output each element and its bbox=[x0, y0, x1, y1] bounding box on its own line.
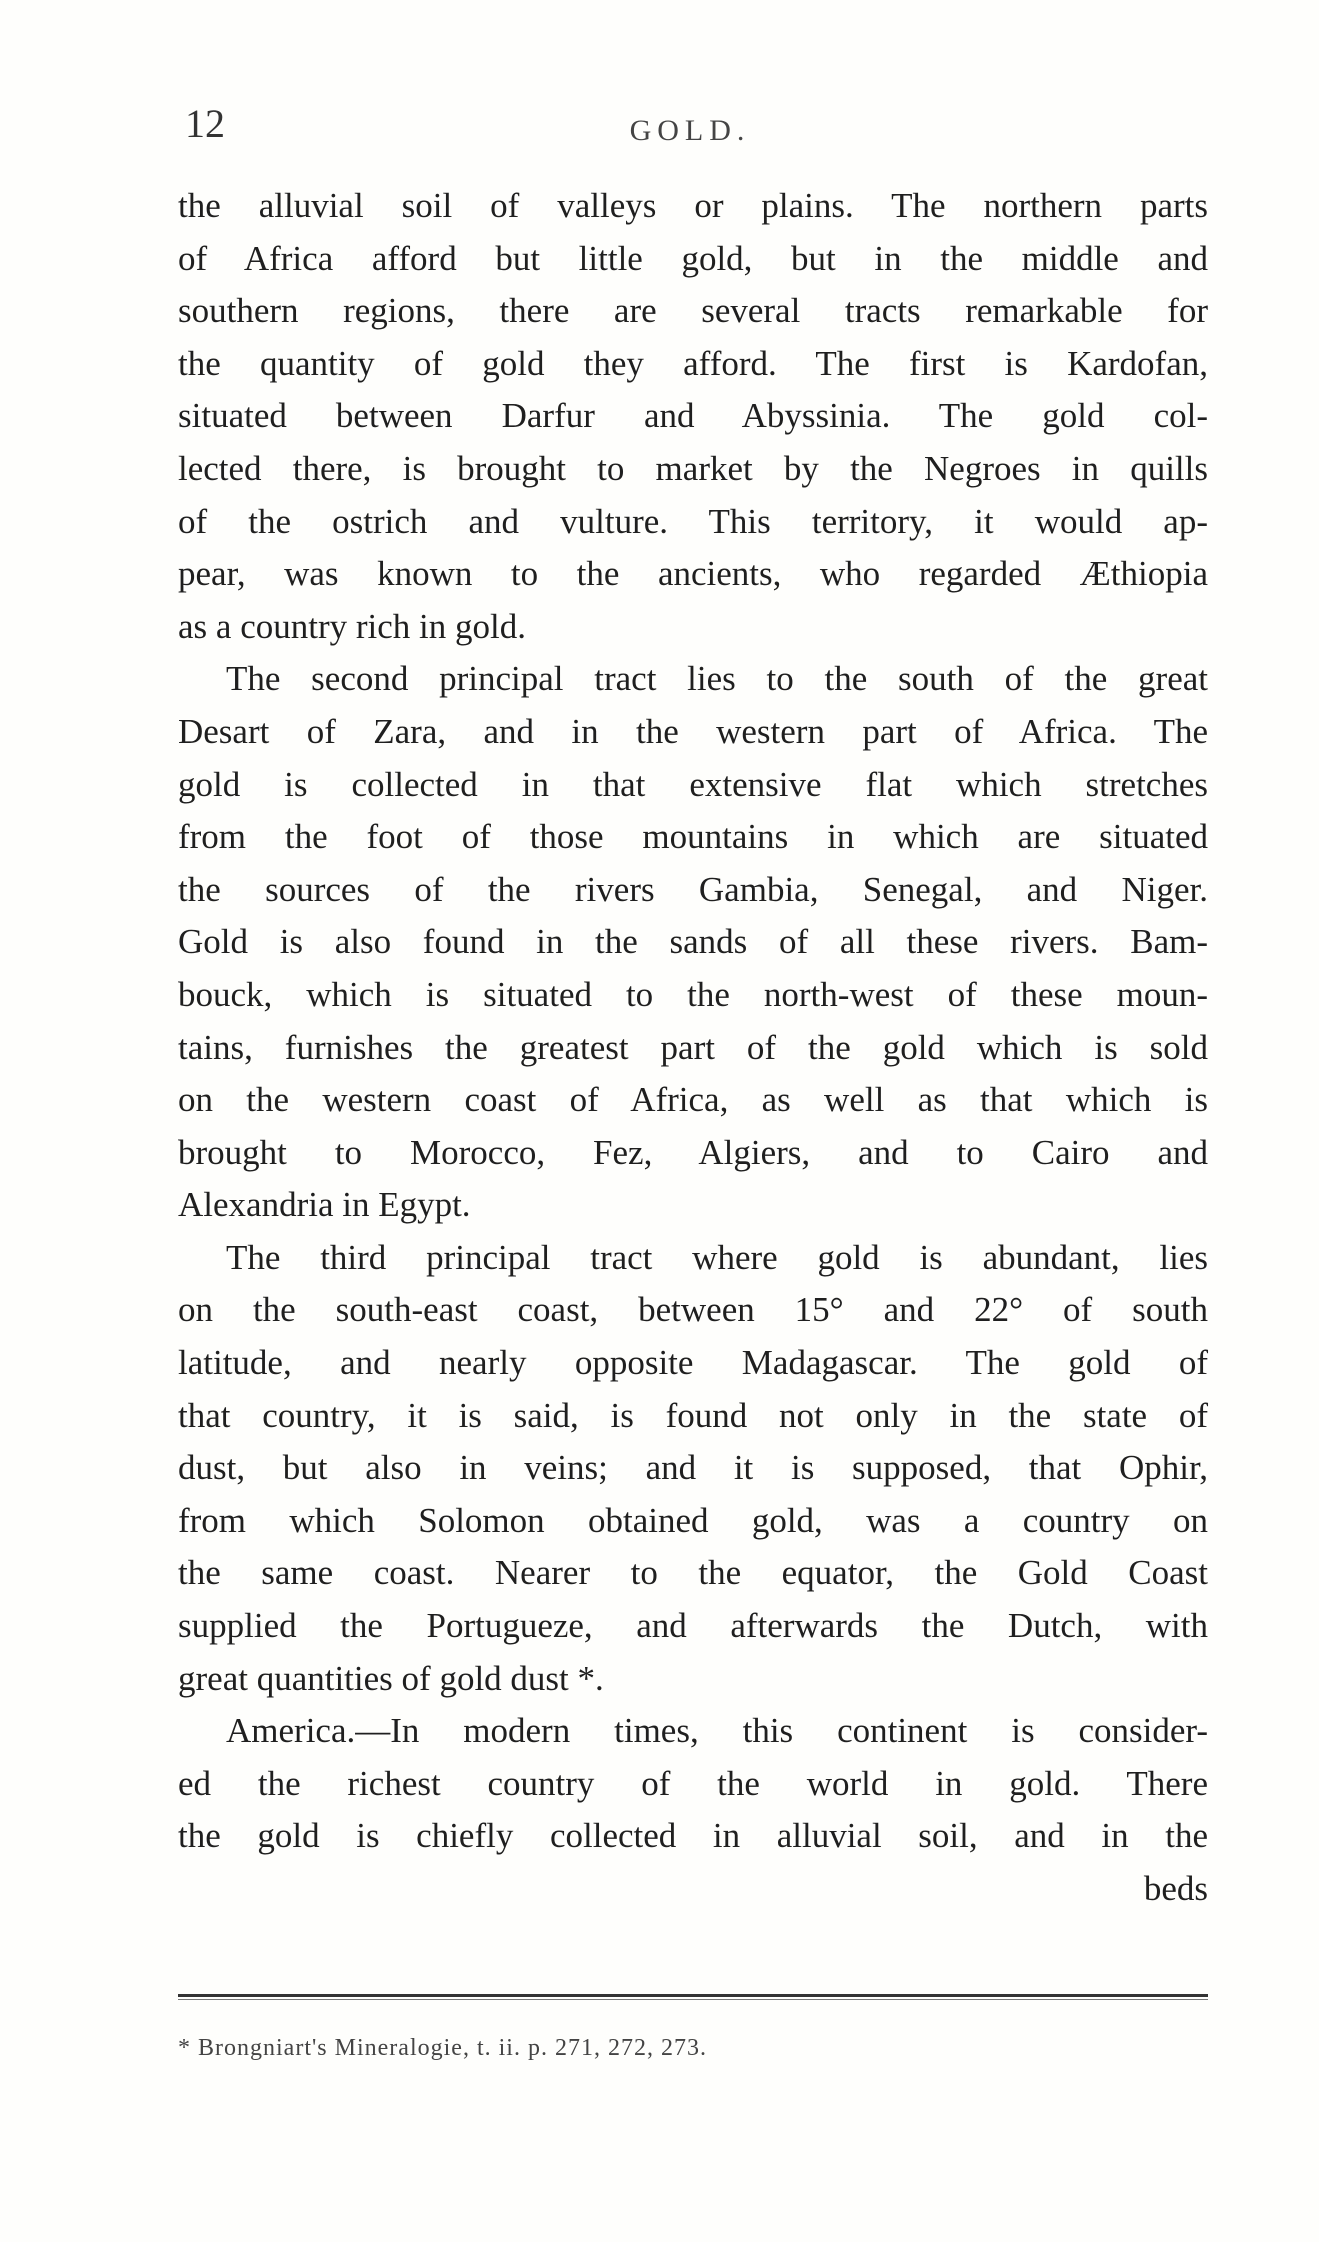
text-line: great quantities of gold dust *. bbox=[178, 1658, 604, 1698]
text-line: brought to Morocco, Fez, Algiers, and to Cairo and bbox=[178, 1132, 1208, 1172]
catchword: beds bbox=[1143, 1869, 1208, 1908]
text-line: The second principal tract lies to the south of the great bbox=[226, 659, 1208, 699]
text-line: that country, it is said, is found not only in the state of bbox=[178, 1395, 1208, 1435]
text-line: of Africa afford but little gold, but in the middle and bbox=[178, 238, 1208, 278]
text-line: America.—In modern times, this continent is consider- bbox=[226, 1711, 1208, 1751]
text-line: on the south-east coast, between 15° and 22° of south bbox=[178, 1290, 1208, 1330]
text-line: Alexandria in Egypt. bbox=[178, 1185, 471, 1225]
text-line: from the foot of those mountains in which are situated bbox=[178, 817, 1208, 857]
footnote-rule-thin bbox=[178, 1999, 1208, 2000]
text-line: situated between Darfur and Abyssinia. The gold col- bbox=[178, 396, 1208, 436]
page-number: 12 bbox=[185, 101, 225, 146]
text-line: southern regions, there are several tracts remarkable for bbox=[178, 291, 1208, 331]
text-line: latitude, and nearly opposite Madagascar. The gold of bbox=[178, 1343, 1208, 1383]
text-line: the sources of the rivers Gambia, Senegal, and Niger. bbox=[178, 869, 1208, 909]
text-line: of the ostrich and vulture. This territory, it would ap- bbox=[178, 501, 1208, 541]
text-line: ed the richest country of the world in gold. There bbox=[178, 1763, 1208, 1803]
text-line: bouck, which is situated to the north-west of these moun- bbox=[178, 974, 1208, 1014]
footnote: * Brongniart's Mineralogie, t. ii. p. 271, 272, 273. bbox=[178, 2035, 707, 2061]
text-line: the gold is chiefly collected in alluvial soil, and in the bbox=[178, 1816, 1208, 1856]
text-line: Gold is also found in the sands of all these rivers. Bam- bbox=[178, 922, 1208, 962]
footnote-rule bbox=[178, 1994, 1208, 1997]
text-line: gold is collected in that extensive flat which stretches bbox=[178, 764, 1208, 804]
text-line: the same coast. Nearer to the equator, the Gold Coast bbox=[178, 1553, 1208, 1593]
text-line: from which Solomon obtained gold, was a country on bbox=[178, 1500, 1208, 1540]
text-line: tains, furnishes the greatest part of the gold which is sold bbox=[178, 1027, 1208, 1067]
text-line: supplied the Portugueze, and afterwards the Dutch, with bbox=[178, 1606, 1208, 1646]
running-title: GOLD. bbox=[629, 114, 751, 147]
text-line: lected there, is brought to market by the Negroes in quills bbox=[178, 448, 1208, 488]
running-head bbox=[175, 100, 1205, 160]
text-line: pear, was known to the ancients, who regarded Æthiopia bbox=[178, 554, 1208, 594]
text-line: Desart of Zara, and in the western part of Africa. The bbox=[178, 711, 1208, 751]
text-line: the alluvial soil of valleys or plains. The northern parts bbox=[178, 186, 1208, 225]
body-text bbox=[178, 180, 1208, 1916]
text-line: the quantity of gold they afford. The first is Kardofan, bbox=[178, 343, 1208, 383]
text-line: The third principal tract where gold is abundant, lies bbox=[226, 1237, 1208, 1277]
text-line: on the western coast of Africa, as well as that which is bbox=[178, 1080, 1208, 1120]
text-line: as a country rich in gold. bbox=[178, 606, 526, 646]
text-line: dust, but also in veins; and it is supposed, that Ophir, bbox=[178, 1448, 1208, 1488]
